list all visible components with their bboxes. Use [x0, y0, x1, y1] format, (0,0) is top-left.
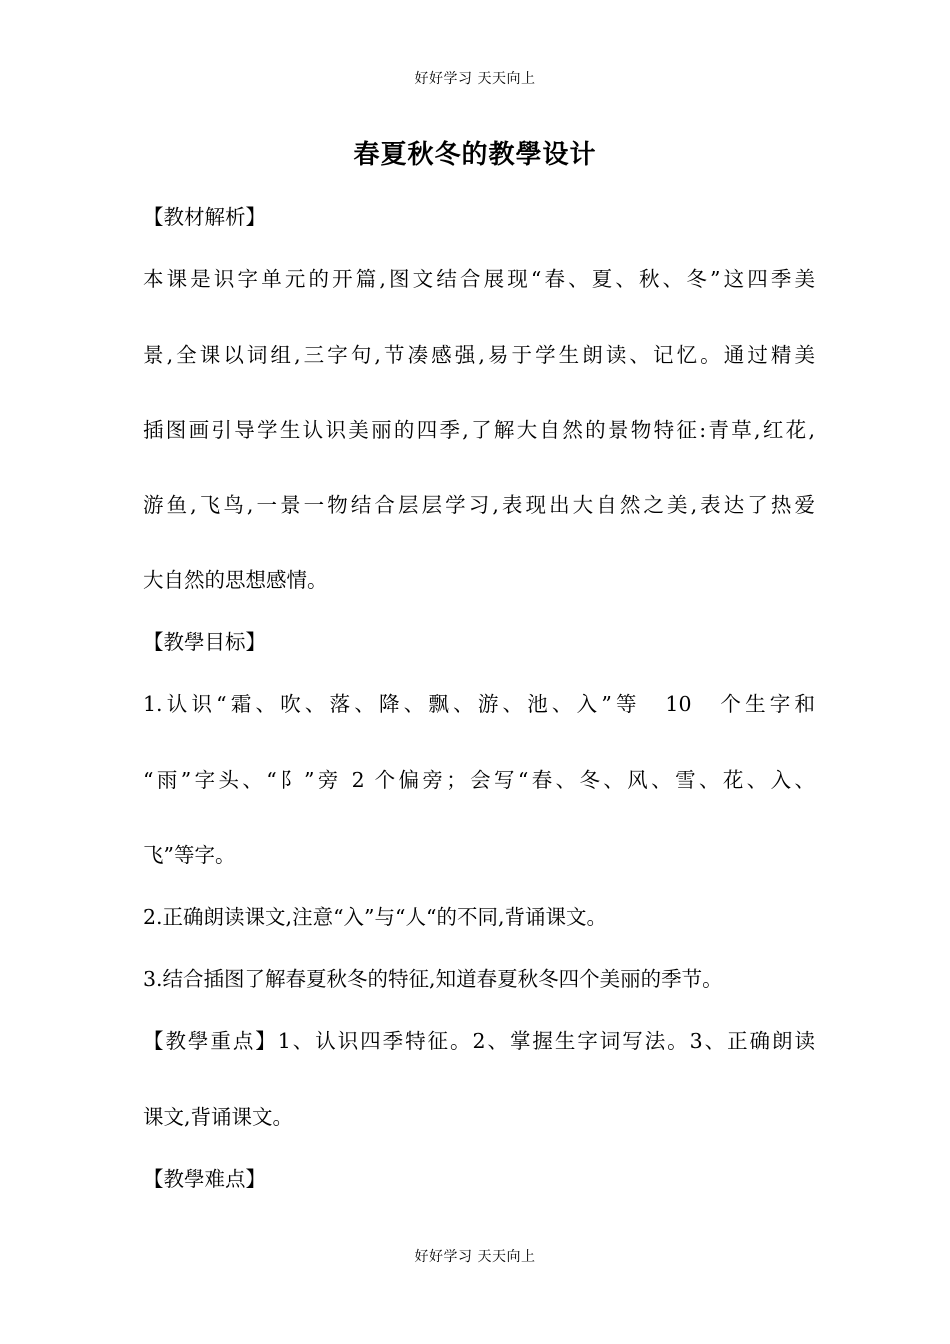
analysis-line: 景,全课以词组,三字句,节凑感强,易于学生朗读、记忆。通过精美	[143, 343, 815, 367]
goal-line: 1.认识“霜、吹、落、降、飘、游、池、入”等 10 个生字和	[143, 692, 815, 716]
document-title: 春夏秋冬的教學设计	[353, 140, 597, 170]
section-heading-analysis: 【教材解析】	[143, 205, 266, 229]
analysis-line: 游鱼,飞鸟,一景一物结合层层学习,表现出大自然之美,表达了热爱	[143, 493, 815, 517]
page-footer: 好好学习 天天向上	[414, 1249, 536, 1265]
key-points-line: 课文,背诵课文。	[143, 1105, 294, 1129]
page-header: 好好学习 天天向上	[414, 71, 536, 87]
goal-line: “雨”字头、“阝”旁 2 个偏旁；会写“春、冬、风、雪、花、入、	[143, 768, 815, 792]
section-heading-goals: 【教學目标】	[143, 630, 266, 654]
goal-line: 2.正确朗读课文,注意“入”与“人“的不同,背诵课文。	[143, 905, 608, 929]
goal-line: 飞”等字。	[143, 843, 236, 867]
analysis-line: 大自然的思想感情。	[143, 568, 328, 592]
analysis-line: 插图画引导学生认识美丽的四季,了解大自然的景物特征:青草,红花,	[143, 418, 815, 442]
key-points-line: 【教學重点】1、认识四季特征。2、掌握生字词写法。3、正确朗读	[143, 1029, 815, 1053]
analysis-line: 本课是识字单元的开篇,图文结合展现“春、夏、秋、冬”这四季美	[143, 267, 815, 291]
goal-line: 3.结合插图了解春夏秋冬的特征,知道春夏秋冬四个美丽的季节。	[143, 967, 723, 991]
section-heading-difficulty: 【教學难点】	[143, 1167, 266, 1191]
